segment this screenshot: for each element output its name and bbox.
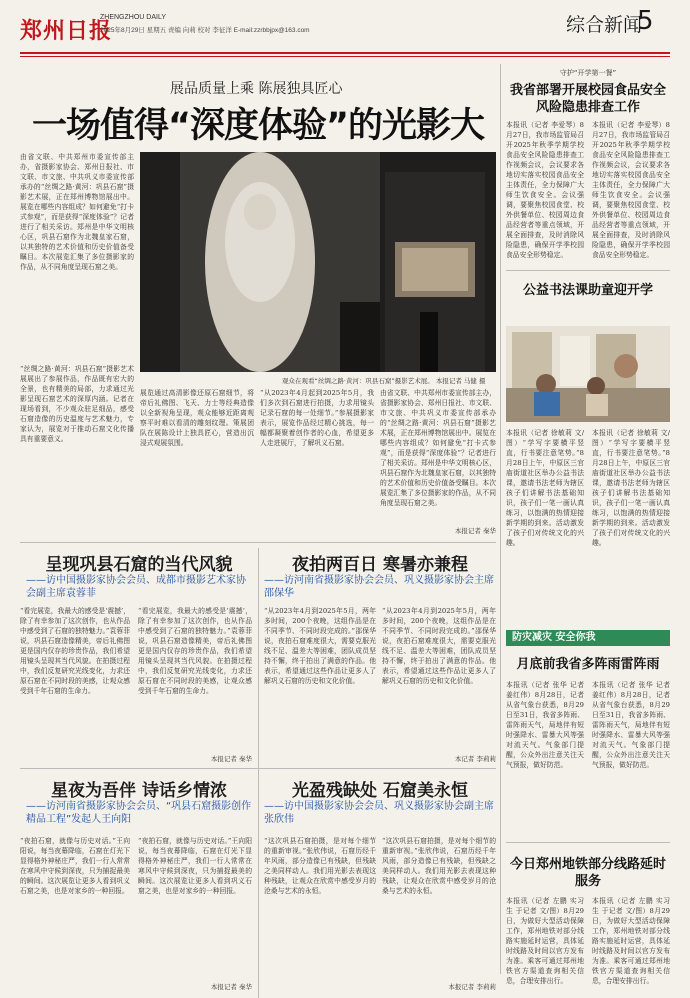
lead-photo [140,152,496,372]
lead-byline: 本报记者 秦华 [454,527,496,535]
article-body: “从2023年4月到2025年5月，两年多时间，200个夜晚，这组作品是在不同季节、不同时段完成的。”邵保华说，夜拍石窟难度很大，需要克服光线不足、温差大等困难，团队成员坚持不懈，终于拍出了满意的作品。他表示，希望通过这些作品让更多人了解巩义石窟的历史和文化价值。 [382,607,496,685]
article-body: “这次巩县石窟拍摄，是对每个细节的重新审视。”张欣伟说，石窟历经千年风雨，部分造像已有残缺，但残缺之美同样动人。我们用光影去表现这种残缺，让观众在欣赏中感受岁月的沧桑与艺术的永恒。 [382,837,496,895]
exhibition-photo-image [140,152,496,372]
calligraphy-class-image [506,326,670,422]
divider [258,548,259,998]
calligraphy-title: 公益书法课助童迎开学 [522,283,653,298]
lead-body-1: 由省文联、中共郑州市委宣传部主办，省摄影家协会、郑州日报社、市文联、市文旅、中共巩义市委宣传部承办的“丝绸之路·黄河：巩县石窟”摄影艺术展，正在郑州博物馆展出中。展览在哪些内容组成？如何避免“打卡式参观”，而是获得“深度体验”？记者进行了相关采访。郑州是中华文明核心区，巩县石窟作为北魏皇家石窟，以其独特的艺术价值和历史价值备受瞩目。本次展览汇集了多位摄影家的作品，从不同角度呈现石窟之美。 [20,153,134,271]
newspaper-logo: 郑州日报 [20,18,113,44]
metro-body: 本报讯（记者 左鹏 实习生 于记者 文/图）8月29日，为做好大型活动保障工作，郑州地铁对部分线路实施延时运营，具体延时线路及时间以官方发布为准。乘客可通过郑州地铁官方渠道查询相关信息，合理安排出行。 [506,897,584,985]
section-name: 综合新闻 [566,14,643,36]
article-byline: 本报记者 李莉莉 [448,983,496,991]
metro-body: 本报讯（记者 左鹏 实习生 于记者 文/图）8月29日，为做好大型活动保障工作，郑州地铁对部分线路实施延时运营，具体延时线路及时间以官方发布为准。乘客可通过郑州地铁官方渠道查询相关信息，合理安排出行。 [592,897,670,985]
article-body: “夜拍石窟，就像与历史对话。”王向阳说，每当夜幕降临，石窟在灯光下显得格外神秘庄严，我们一行人常常在寒风中守候到深夜，只为捕捉最美的瞬间。这次展览让更多人看到巩义石窟之美，也是对家乡的一种回报。 [20,837,130,895]
masthead-rule-thin [20,56,670,57]
article-subtitle: ——访河南省摄影家协会会员、巩义摄影家协会主席邵保华 [264,575,494,599]
newspaper-subtitle: ZHENGZHOU DAILY [100,14,166,21]
article-title: 呈现巩县石窟的当代风貌 [45,555,233,575]
divider [20,542,496,543]
masthead [0,0,690,62]
article-title: 光盈残缺处 石窟美永恒 [292,781,468,801]
lead-body-2: “丝绸之路·黄河：巩县石窟”摄影艺术展展出了参展作品，作品既有宏大的全景，也有精美的局部，力求通过光影呈现石窟艺术的深厚内涵。记者在现场看到，不少观众驻足细品，感受石窟造像的历史温度与艺术魅力，专家认为，展览对于推动石窟文化传播具有重要意义。 [20,365,134,443]
weather-title: 月底前我省多阵雨雷阵雨 [516,657,660,672]
article-subtitle: ——访河南省摄影家协会会员、“巩县石窟摄影创作精品工程”发起人王向阳 [26,801,252,825]
article-body: “看完展览，我最大的感受是‘震撼’，除了有幸参加了这次创作，也从作品中感受到了石窟的独特魅力。”袁蓉菲说，巩县石窟造像精美，帝后礼佛图更是国内仅存的珍贵作品，我们希望用镜头呈现其当代风貌。在拍摄过程中，我们反复研究光线变化，力求还原石窟在不同时段的美感，让观众感受到千年石窟的生命力。 [138,607,252,695]
article-title: 星夜为吾伴 诗话乡情浓 [51,781,227,801]
article-title: 夜拍两百日 寒暑亦兼程 [292,555,468,575]
lead-body-5: 由省文联、中共郑州市委宣传部主办，省摄影家协会、郑州日报社、市文联、市文旅、中共巩义市委宣传部承办的“丝绸之路·黄河：巩县石窟”摄影艺术展，正在郑州博物馆展出中。展览在哪些内容组成？如何避免“打卡式参观”，而是获得“深度体验”？记者进行了相关采访。郑州是中华文明核心区，巩县石窟作为北魏皇家石窟，以其独特的艺术价值和历史价值备受瞩目。本次展览汇集了多位摄影家的作品，从不同角度呈现石窟之美。 [380,389,496,507]
brief-title: 我省部署开展校园食品安全风险隐患排查工作 [509,83,666,115]
article-subtitle: ——访中国摄影家协会会员、巩义摄影家协会副主席张欣伟 [264,801,494,825]
article-body: “从2023年4月到2025年5月，两年多时间，200个夜晚，这组作品是在不同季节、不同时段完成的。”邵保华说，夜拍石窟难度很大，需要克服光线不足、温差大等困难，团队成员坚持不懈，终于拍出了满意的作品。他表示，希望通过这些作品让更多人了解巩义石窟的历史和文化价值。 [264,607,376,685]
calligraphy-photo [506,326,670,422]
divider [506,270,670,271]
lead-body-4: “从2023年4月起到2025年5月，我们多次到石窟进行拍摄，力求用镜头记录石窟的每一处细节。”参展摄影家表示，展览作品经过精心挑选，每一幅都凝聚着创作者的心血，希望更多人走进展厅，了解巩义石窟。 [260,389,374,447]
article-subtitle: ——访中国摄影家协会会员、成都市摄影艺术家协会副主席袁蓉菲 [26,575,246,599]
divider [506,842,670,843]
lead-kicker: 展品质量上乘 陈展独具匠心 [170,81,343,97]
brief-kicker: 守护“开学第一餐” [559,69,617,77]
brief-body: 本报讯（记者 李爱琴）8月27日，我市场监管局召开2025年秋季学期学校食品安全风险隐患排查工作视频会议，会议要求各地切实落实校园食品安全主体责任，全力保障广大师生饮食安全。会议强调，要聚焦校园食堂、校外供餐单位、校园周边食品经营者等重点领域，开展全面排查，及时消除风险隐患，确保开学季校园食品安全形势稳定。 [592,121,670,259]
article-byline: 本报记者 秦华 [210,983,252,991]
lead-photo-caption: 观众在观看“丝绸之路·黄河：巩县石窟”摄影艺术展。 本报记者 马健 摄 [282,377,486,385]
calligraphy-body: 本报讯（记者 徐敏莉 文/图）“学写字要横平竖直，行书要注意笔势。”8月28日上午，中原区三官庙街道社区举办公益书法课，邀请书法老师为辖区孩子们讲解书法基础知识，孩子们一笔一画认真练习，以饱满的热情迎接新学期的到来。活动激发了孩子们对传统文化的兴趣。 [592,429,670,547]
article-body: “这次巩县石窟拍摄，是对每个细节的重新审视。”张欣伟说，石窟历经千年风雨，部分造像已有残缺，但残缺之美同样动人。我们用光影去表现这种残缺，让观众在欣赏中感受岁月的沧桑与艺术的永恒。 [264,837,376,895]
weather-body: 本报讯（记者 张华 记者 姜红伟）8月28日，记者从省气象台获悉，8月29日至31日，我省多阵雨、雷阵雨天气，局地伴有短时强降水、雷暴大风等强对流天气。气象部门提醒，公众外出注意关注天气预报，做好防范。 [592,681,670,769]
issue-date: 2025年8月29日 星期五 责编 向莉 校对 李征洋 E-mail:zzrbbjpx@163.com [100,27,310,34]
article-body: “夜拍石窟，就像与历史对话。”王向阳说，每当夜幕降临，石窟在灯光下显得格外神秘庄严，我们一行人常常在寒风中守候到深夜，只为捕捉最美的瞬间。这次展览让更多人看到巩义石窟之美，也是对家乡的一种回报。 [138,837,252,895]
divider [20,768,496,769]
metro-title: 今日郑州地铁部分线路延时服务 [509,857,666,889]
weather-body: 本报讯（记者 张华 记者 姜红伟）8月28日，记者从省气象台获悉，8月29日至31日，我省多阵雨、雷阵雨天气，局地伴有短时强降水、雷暴大风等强对流天气。气象部门提醒，公众外出注意关注天气预报，做好防范。 [506,681,584,769]
masthead-rule [20,52,670,54]
page-number: 5 [637,6,654,36]
brief-body: 本报讯（记者 李爱琴）8月27日，我市场监管局召开2025年秋季学期学校食品安全风险隐患排查工作视频会议，会议要求各地切实落实校园食品安全主体责任，全力保障广大师生饮食安全。会议强调，要聚焦校园食堂、校外供餐单位、校园周边食品经营者等重点领域，开展全面排查，及时消除风险隐患，确保开学季校园食品安全形势稳定。 [506,121,584,259]
section-banner: 防灾减灾 安全你我 [506,630,670,646]
article-byline: 本记者 李莉莉 [454,755,496,763]
column-divider [500,64,501,974]
lead-title: 一场值得“深度体验”的光影大 [31,106,484,146]
lead-body-3: 展览通过高清影像还原石窟细节，将帝后礼佛图、飞天、力士等经典造像以全新视角呈现，观众能够近距离观察平时难以看清的雕刻纹理。策展团队在展陈设计上独具匠心，营造出沉浸式观展氛围。 [140,389,254,447]
calligraphy-body: 本报讯（记者 徐敏莉 文/图）“学写字要横平竖直，行书要注意笔势。”8月28日上午，中原区三官庙街道社区举办公益书法课，邀请书法老师为辖区孩子们讲解书法基础知识，孩子们一笔一画认真练习，以饱满的热情迎接新学期的到来。活动激发了孩子们对传统文化的兴趣。 [506,429,584,547]
article-body: “看完展览，我最大的感受是‘震撼’，除了有幸参加了这次创作，也从作品中感受到了石窟的独特魅力。”袁蓉菲说，巩县石窟造像精美，帝后礼佛图更是国内仅存的珍贵作品，我们希望用镜头呈现其当代风貌。在拍摄过程中，我们反复研究光线变化，力求还原石窟在不同时段的美感，让观众感受到千年石窟的生命力。 [20,607,130,695]
article-byline: 本报记者 秦华 [210,755,252,763]
